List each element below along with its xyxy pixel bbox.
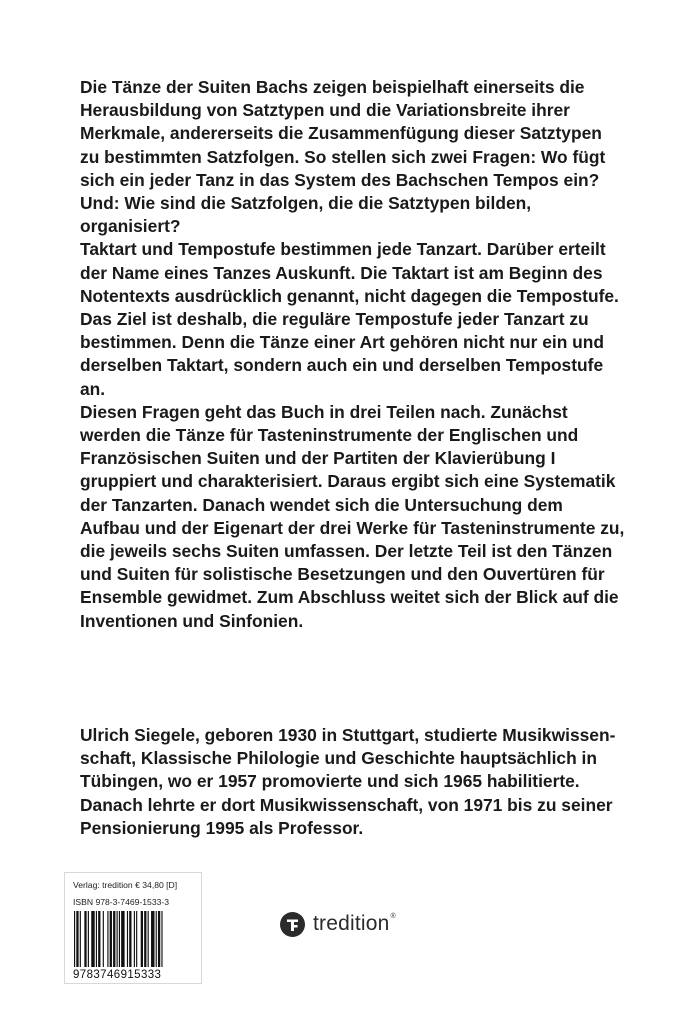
blurb-line: Merkmale, andererseits die Zusammenfügung dieser Satztypen — [80, 123, 602, 144]
bio-line: Pensionierung 1995 als Professor. — [80, 817, 364, 838]
barcode-bar — [110, 911, 112, 967]
blurb-line: Die Tänze der Suiten Bachs zeigen beispielhaft einerseits die — [80, 77, 585, 97]
registered-mark: ® — [390, 913, 396, 920]
blurb-line: organisiert? — [80, 216, 181, 237]
barcode-bar — [136, 911, 137, 967]
barcode-bar — [98, 911, 100, 967]
publisher-price-line: Verlag: tredition € 34,80 [D] — [73, 880, 178, 890]
author-bio — [80, 724, 640, 840]
isbn-line: ISBN 978-3-7469-1533-3 — [73, 897, 170, 907]
barcode-bar — [76, 911, 78, 967]
blurb-line: gruppiert und charakterisiert. Daraus ergibt sich eine Systematik — [80, 471, 616, 492]
blurb-line: der Name eines Tanzes Auskunft. Die Taktart ist am Beginn des — [80, 262, 603, 283]
bio-line: Danach lehrte er dort Musikwissenschaft, von 1971 bis zu seiner — [80, 794, 613, 815]
blurb-line: Und: Wie sind die Satzfolgen, die die Satztypen bilden, — [80, 193, 532, 214]
blurb-line: Französischen Suiten und der Partiten der Klavierübung I — [80, 448, 556, 469]
blurb-line: an. — [80, 378, 106, 399]
blurb-line: Diesen Fragen geht das Buch in drei Teilen nach. Zunächst — [80, 401, 568, 422]
blurb-line: der Tanzarten. Danach wendet sich die Untersuchung dem — [80, 494, 563, 515]
blurb-line: werden die Tänze für Tasteninstrumente der Englischen und — [80, 425, 579, 446]
blurb-line: die jeweils sechs Suiten umfassen. Der letzte Teil ist den Tänzen — [80, 541, 613, 562]
barcode-bar — [103, 911, 104, 967]
isbn-barcode-box — [64, 872, 202, 984]
barcode-bar — [156, 911, 157, 967]
barcode-bar — [91, 911, 94, 967]
barcode-bar — [96, 911, 97, 967]
blurb-line: Ensemble gewidmet. Zum Abschluss weitet sich der Blick auf die — [80, 587, 619, 608]
barcode-bar — [119, 911, 120, 967]
bio-line: Tübingen, wo er 1957 promovierte und sich 1965 habilitierte. — [80, 771, 580, 792]
barcode-bar — [151, 911, 154, 967]
blurb-line: bestimmen. Denn die Tänze einer Art gehören nicht nur ein und — [80, 332, 605, 353]
blurb-line: und Suiten für solistische Besetzungen und den Ouvertüren für — [80, 564, 605, 585]
blurb-text — [80, 76, 640, 633]
barcode-bar — [129, 911, 131, 967]
blurb-line: Aufbau und der Eigenart der drei Werke für Tasteninstrumente zu, — [80, 517, 625, 538]
barcode-bar — [84, 911, 86, 967]
blurb-line: zu bestimmten Satzfolgen. So stellen sich zwei Fragen: Wo fügt — [80, 146, 606, 167]
ean-number: 9783746915333 — [73, 969, 162, 981]
blurb-line: Das Ziel ist deshalb, die reguläre Tempostufe jeder Tanzart zu — [80, 309, 589, 330]
publisher-logo — [280, 909, 396, 939]
barcode-bar — [117, 911, 118, 967]
barcode-bar — [121, 911, 124, 967]
bio-line: schaft, Klassische Philologie und Geschichte hauptsächlich in — [80, 748, 598, 769]
blurb-line: derselben Taktart, sondern auch ein und derselben Tempostufe — [80, 355, 604, 376]
tredition-logo-icon — [280, 912, 305, 937]
barcode-bar — [127, 911, 128, 967]
barcode-bar — [158, 911, 160, 967]
barcode-graphic — [73, 911, 194, 967]
barcode-bar — [107, 911, 108, 967]
blurb-line: Herausbildung von Satztypen und die Variationsbreite ihrer — [80, 100, 570, 121]
barcode-bar — [88, 911, 89, 967]
publisher-logo-text: tredition — [313, 912, 390, 935]
blurb-line: sich ein jeder Tanz in das System des Bachschen Tempos ein? — [80, 169, 600, 190]
blurb-line: Taktart und Tempostufe bestimmen jede Tanzart. Darüber erteilt — [80, 239, 606, 260]
barcode-bar — [161, 911, 162, 967]
bio-line: Ulrich Siegele, geboren 1930 in Stuttgart, studierte Musikwissen- — [80, 725, 616, 745]
barcode-bar — [134, 911, 135, 967]
barcode-bar — [80, 911, 81, 967]
barcode-bar — [74, 911, 75, 967]
barcode-bar — [141, 911, 143, 967]
barcode-bar — [148, 911, 149, 967]
barcode-bar — [144, 911, 146, 967]
barcode-bar — [113, 911, 115, 967]
blurb-line: Inventionen und Sinfonien. — [80, 610, 304, 631]
blurb-line: Notentexts ausdrücklich genannt, nicht dagegen die Tempostufe. — [80, 285, 619, 306]
